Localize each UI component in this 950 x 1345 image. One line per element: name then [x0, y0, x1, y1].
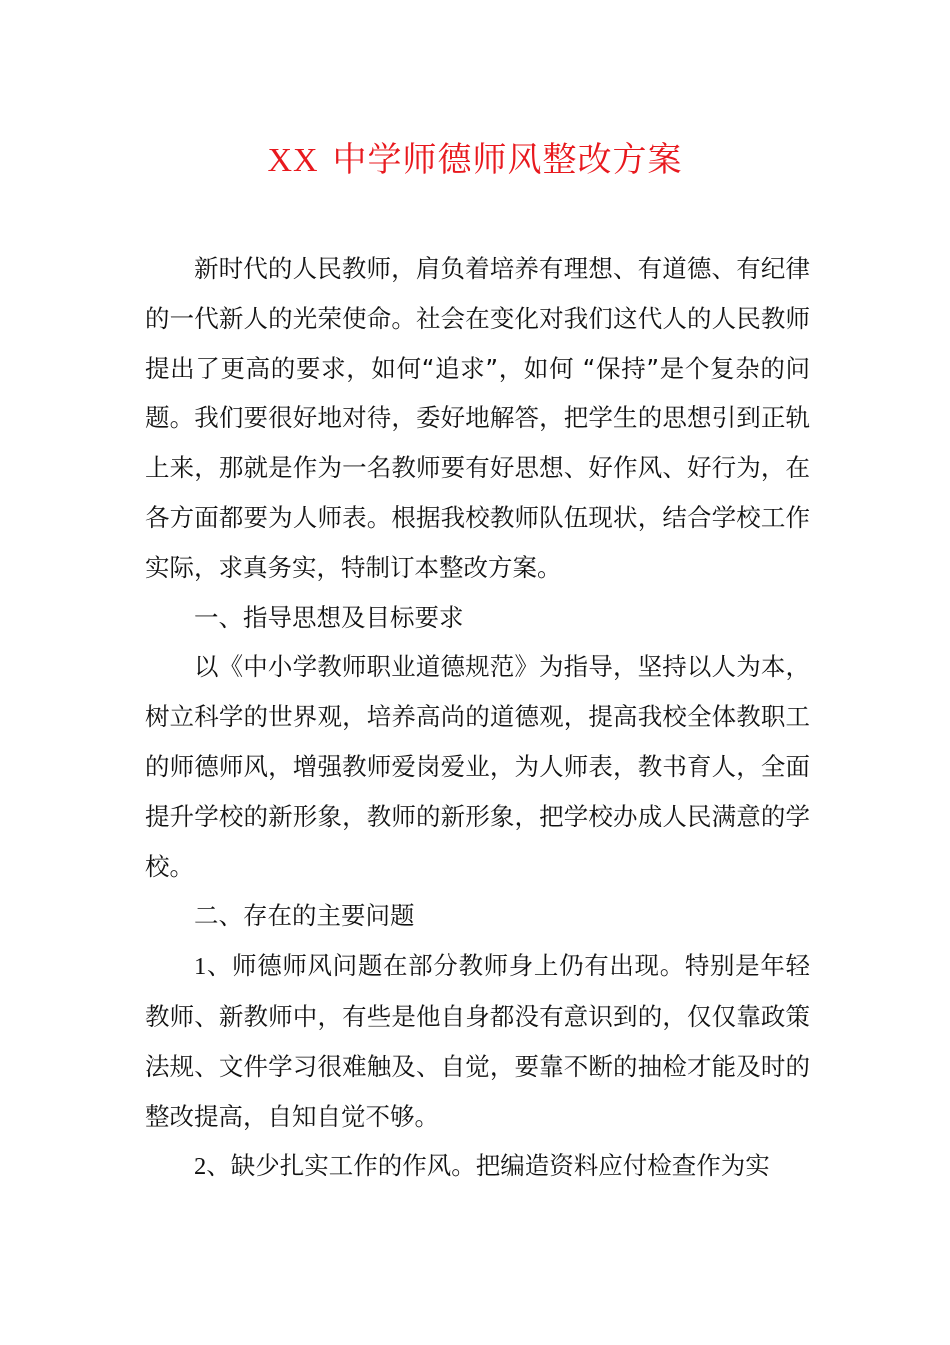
- paragraph-guiding-ideology: [145, 642, 810, 891]
- item-number: 1: [194, 953, 207, 981]
- item-number: 2: [194, 1153, 207, 1181]
- paragraph-text: 以《中小学教师职业道德规范》为指导，坚持以人为本，树立科学的世界观，培养高尚的道德观，提高我校全体教职工的师德师风，增强教师爱岗爱业，为人师表，教书育人，全面提升学校的新形象，教师的新形象，把学校办成人民满意的学校。: [145, 652, 810, 881]
- document-title: [0, 138, 950, 183]
- title-prefix: XX: [267, 142, 319, 179]
- paragraph-problem-2: [145, 1141, 810, 1192]
- paragraph-problem-1: [145, 941, 810, 1141]
- section-heading-main-problems: [145, 891, 810, 941]
- title-main: 中学师德师风整改方案: [332, 140, 683, 180]
- heading-text: 二、存在的主要问题: [194, 901, 415, 931]
- document-body: [145, 244, 810, 1192]
- paragraph-intro: [145, 244, 810, 593]
- heading-text: 一、指导思想及目标要求: [194, 602, 464, 632]
- section-heading-guiding-ideology: [145, 593, 810, 643]
- paragraph-text: 、师德师风问题在部分教师身上仍有出现。特别是年轻教师、新教师中，有些是他自身都没有意识到的，仅仅靠政策法规、文件学习很难触及、自觉，要靠不断的抽检才能及时的整改提高，自知自觉不够。: [145, 951, 810, 1131]
- paragraph-text: 、缺少扎实工作的作风。把编造资料应付检查作为实: [206, 1151, 770, 1181]
- paragraph-text: 新时代的人民教师，肩负着培养有理想、有道德、有纪律的一代新人的光荣使命。社会在变化对我们这代人的人民教师提出了更高的要求，如何“追求”，如何 “保持”是个复杂的问题。我们要很好地对待，委好地解答，把学生的思想引到正轨上来，那就是作为一名教师要有好思想、好作风、好行为，在各方面都要为人师表。根据我校教师队伍现状，结合学校工作实际，求真务实，特制订本整改方案。: [145, 254, 810, 582]
